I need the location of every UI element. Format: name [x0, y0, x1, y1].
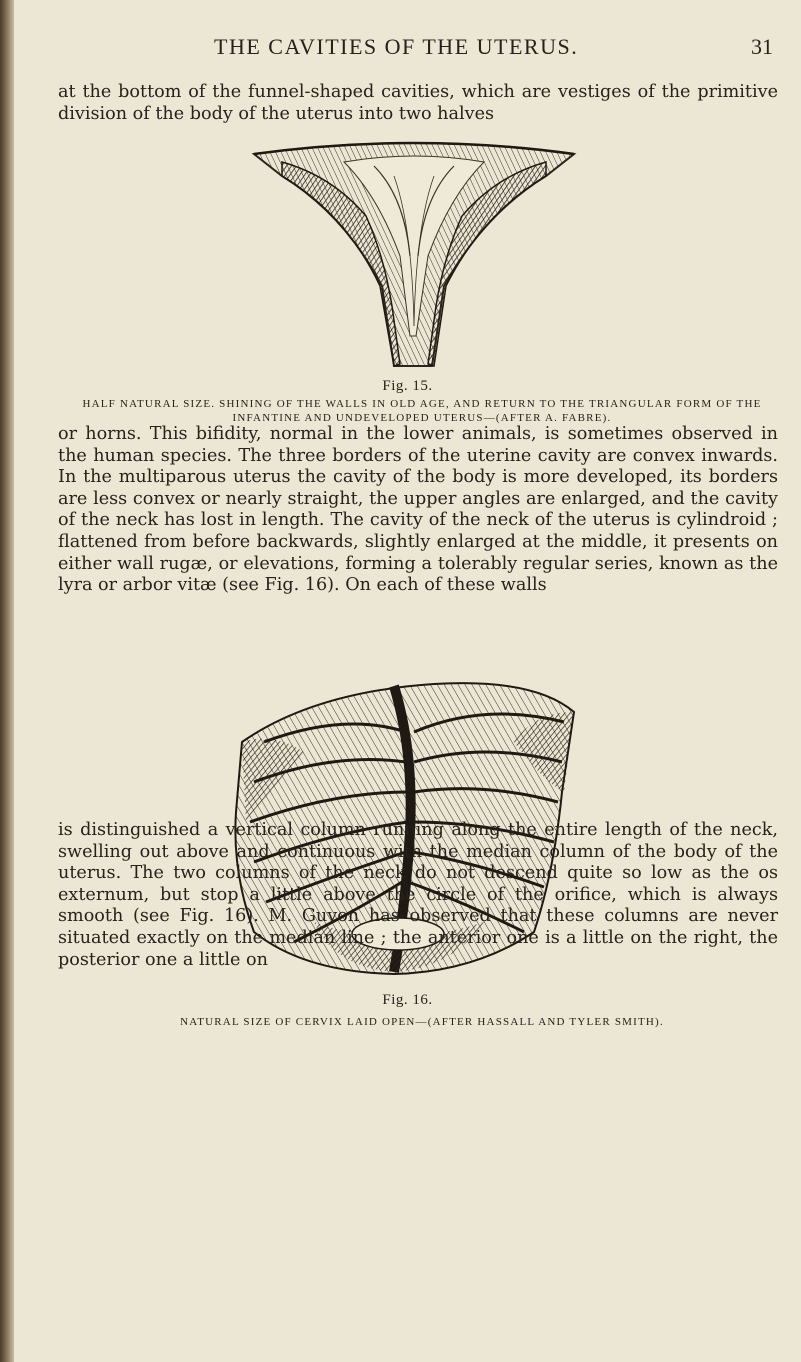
running-title: THE CAVITIES OF THE UTERUS. [214, 34, 579, 59]
paragraph-columns: is distinguished a vertical column running along the entire length of the neck, swelling out above and continuous with the median column of the body of the uterus. The two columns of the neck do not descend quite so low as the os externum, but stop a little above the circle of the orifice, which is always smooth (see Fig. 16). M. Guyon has observed that these columns are never situated exactly on the median line ; the anterior one is a little on the right, the posterior one a little on [58, 820, 778, 970]
figure-16-caption: NATURAL SIZE OF CERVIX LAID OPEN—(AFTER HASSALL AND TYLER SMITH). [180, 1016, 664, 1028]
book-spine-edge [0, 0, 14, 1362]
figure-16-label: Fig. 16. [382, 992, 433, 1008]
book-page [14, 0, 801, 1362]
figure-15-caption: HALF NATURAL SIZE. SHINING OF THE WALLS IN OLD AGE, AND RETURN TO THE TRIANGULAR FORM OF THE INFANTINE AND UNDEVELOPED UTERUS—(AFTER A. FABRE). [82, 398, 762, 424]
page-number: 31 [751, 34, 773, 59]
uterus-cavity-engraving [14, 136, 801, 376]
figure-15-illustration [14, 136, 801, 380]
paragraph-intro: at the bottom of the funnel-shaped cavities, which are vestiges of the primitive division of the body of the uterus into two halves [58, 82, 778, 124]
running-head [14, 34, 801, 64]
paragraph-bifidity: or horns. This bifidity, normal in the lower animals, is sometimes observed in the human species. The three borders of the uterine cavity are convex inwards. In the multiparous uterus the cavity of the body is more developed, its borders are less convex or nearly straight, the upper angles are enlarged, and the cavity of the neck has lost in length. The cavity of the neck of the uterus is cylindroid ; flattened from before backwards, slightly enlarged at the middle, it presents on either wall rugæ, or elevations, forming a tolerably regular series, known as the lyra or arbor vitæ (see Fig. 16). On each of these walls [58, 424, 778, 596]
figure-15-label: Fig. 15. [382, 378, 433, 394]
